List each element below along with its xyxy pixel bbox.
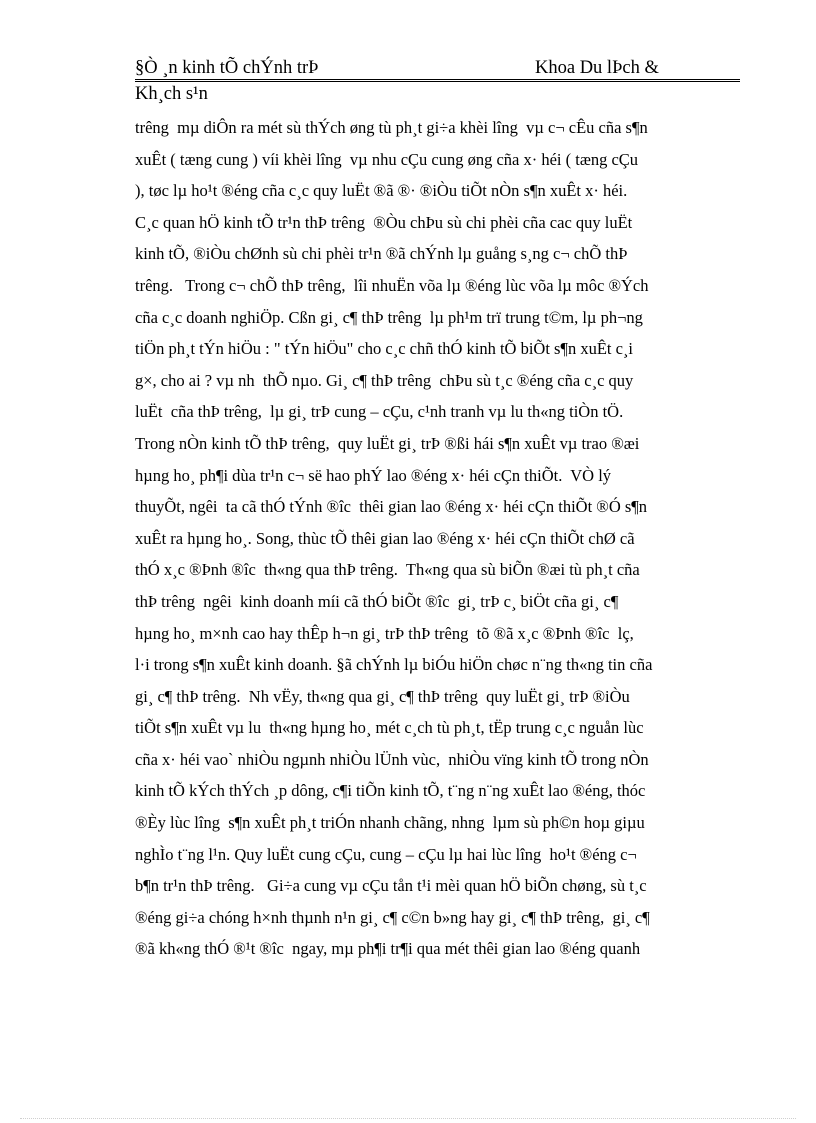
text-line: cña c¸c doanh nghiÖp. Cßn gi¸ c¶ thÞ trêng lµ ph¹m trï trung t©m, lµ ph¬ng xyxy=(135,307,643,327)
text-line: hµng ho¸ m×nh cao hay thÊp h¬n gi¸ trÞ thÞ trêng tõ ®ã x¸c ®Þnh ®îc lç, xyxy=(135,623,634,643)
text-line: nghÌo t¨ng l¹n. Quy luËt cung cÇu, cung – cÇu lµ hai lùc lîng ho¹t ®éng c¬ xyxy=(135,844,637,864)
text-line: xuÊt ra hµng ho¸. Song, thùc tÕ thêi gian lao ®éng x· héi cÇn thiÕt chØ cã xyxy=(135,528,635,548)
text-line: ®éng gi÷a chóng h×nh thµnh n¹n gi¸ c¶ c©n b»ng hay gi¸ c¶ thÞ trêng, gi¸ c¶ xyxy=(135,907,650,927)
page-bottom-border xyxy=(20,1118,796,1119)
text-line: thÓ x¸c ®Þnh ®îc th«ng qua thÞ trêng. Th«ng qua sù biÕn ®æi tù ph¸t cña xyxy=(135,560,640,580)
text-line: Trong nÒn kinh tÕ thÞ trêng, quy luËt gi¸ trÞ ®ßi hái s¶n xuÊt vµ trao ®æi xyxy=(135,433,640,453)
text-line: l·i trong s¶n xuÊt kinh doanh. §ã chÝnh lµ biÓu hiÖn chøc n¨ng th«ng tin cña xyxy=(135,655,653,675)
text-line: xuÊt ( tæng cung ) víi khèi lîng vµ nhu cÇu cung øng cña x· héi ( tæng cÇu xyxy=(135,149,639,169)
text-line: b¶n tr¹n thÞ trêng. Gi÷a cung vµ cÇu tån t¹i mèi quan hÖ biÕn chøng, sù t¸c xyxy=(135,876,647,896)
text-line: C¸c quan hÖ kinh tÕ tr¹n thÞ trêng ®Òu chÞu sù chi phèi cña cac quy luËt xyxy=(135,212,633,232)
text-line: ®ã kh«ng thÓ ®¹t ®îc ngay, mµ ph¶i tr¶i qua mét thêi gian lao ®éng quanh xyxy=(135,939,641,959)
text-line: g×, cho ai ? vµ nh thÕ nµo. Gi¸ c¶ thÞ trêng chÞu sù t¸c ®éng cña c¸c quy xyxy=(135,370,634,390)
text-line: trêng. Trong c¬ chÕ thÞ trêng, lîi nhuËn võa lµ ®éng lùc võa lµ môc ®Ých xyxy=(135,275,649,295)
text-line: gi¸ c¶ thÞ trêng. Nh vËy, th«ng qua gi¸ c¶ thÞ trêng quy luËt gi¸ trÞ ®iÒu xyxy=(135,686,630,706)
text-line: tiÕt s¶n xuÊt vµ lu th«ng hµng ho¸ mét c¸ch tù ph¸t, tËp trung c¸c nguån lùc xyxy=(135,718,644,738)
text-line: trêng mµ diÔn ra mét sù thÝch øng tù ph¸t gi÷a khèi lîng vµ c¬ cÊu cña s¶n xyxy=(135,118,648,137)
body-paragraph xyxy=(135,112,745,965)
text-line: thuyÕt, ngêi ta cã thÓ tÝnh ®îc thêi gian lao ®éng x· héi cÇn thiÕt ®Ó s¶n xyxy=(135,497,648,517)
text-line: ), tøc lµ ho¹t ®éng cña c¸c quy luËt ®ã ®· ®iÒu tiÕt nÒn s¶n xuÊt x· héi. xyxy=(135,181,628,201)
text-line: thÞ trêng ngêi kinh doanh míi cã thÓ biÕt ®îc gi¸ trÞ c¸ biÖt cña gi¸ c¶ xyxy=(135,591,619,611)
text-line: luËt cña thÞ trêng, lµ gi¸ trÞ cung – cÇu, c¹nh tranh vµ lu th«ng tiÒn tÖ. xyxy=(135,402,624,422)
text-line: kinh tÕ kÝch thÝch ¸p dông, c¶i tiÕn kinh tÕ, t¨ng n¨ng xuÊt lao ®éng, thóc xyxy=(135,781,646,801)
header-document-title: §Ò ¸n kinh tÕ chÝnh trÞ xyxy=(135,58,319,78)
text-line: ®Èy lùc lîng s¶n xuÊt ph¸t triÓn nhanh chãng, nhng lµm sù ph©n hoµ giµu xyxy=(135,813,645,833)
text-line: tiÖn ph¸t tÝn hiÖu : " tÝn hiÖu" cho c¸c chñ thÓ kinh tÕ biÕt s¶n xuÊt c¸i xyxy=(135,339,634,359)
text-line: cña x· héi vao` nhiÒu ngµnh nhiÒu lÜnh vùc, nhiÒu vïng kinh tÕ trong nÒn xyxy=(135,749,649,769)
header-faculty-name: Khoa Du lÞch & xyxy=(535,58,659,78)
header-faculty-continuation: Kh¸ch s¹n xyxy=(135,84,208,104)
text-line: hµng ho¸ ph¶i dùa tr¹n c¬ së hao phÝ lao ®éng x· héi cÇn thiÕt. VÒ lý xyxy=(135,465,612,485)
header-divider xyxy=(135,79,740,82)
text-line: kinh tÕ, ®iÒu chØnh sù chi phèi tr¹n ®ã chÝnh lµ guång s¸ng c¬ chÕ thÞ xyxy=(135,244,628,264)
